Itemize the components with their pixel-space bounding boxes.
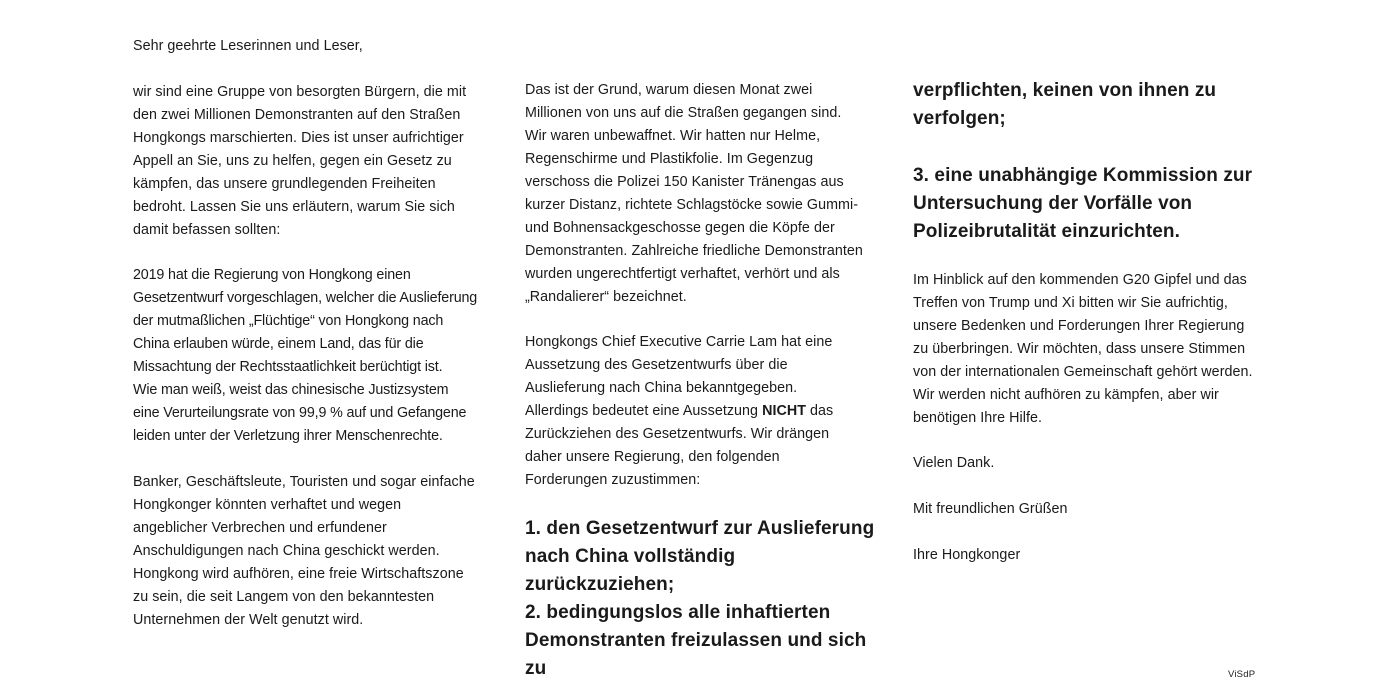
footer-mark: ViSdP: [1228, 669, 1256, 680]
thanks-line: Vielen Dank.: [913, 455, 995, 471]
signature-line: Ihre Hongkonger: [913, 547, 1021, 563]
suspension-emphasis: NICHT: [762, 403, 807, 419]
demand-1: 1. den Gesetzentwurf zur Auslieferung nach China vollständig zurückzuziehen;: [525, 518, 875, 595]
suspension-text-after: das Zurückziehen des Gesetzentwurfs. Wir drängen daher unsere Regierung, den folgenden Forderungen zuzustimmen:: [525, 403, 834, 488]
suspension-text-before: Hongkongs Chief Executive Carrie Lam hat eine Aussetzung des Gesetzentwurfs über die Auslieferung nach China bekanntgegeben. Allerdings bedeutet eine Aussetzung: [525, 334, 833, 419]
suspension-paragraph: [525, 331, 833, 492]
demand-2-start: 2. bedingungslos alle inhaftierten Demonstranten freizulassen und sich zu: [525, 602, 867, 679]
demand-2-end: verpflichten, keinen von ihnen zu verfolgen;: [913, 80, 1217, 129]
closing-line: Mit freundlichen Grüßen: [913, 501, 1068, 517]
demand-3: 3. eine unabhängige Kommission zur Untersuchung der Vorfälle von Polizeibrutalität einzurichten.: [913, 165, 1253, 242]
protest-paragraph: Das ist der Grund, warum diesen Monat zwei Millionen von uns auf die Straßen gegangen sind. Wir waren unbewaffnet. Wir hatten nur Helme, Regenschirme und Plastikfolie. Im Gegenzug verschoss die Polizei 150 Kanister Tränengas aus kurzer Distanz, richtete Schlagstöcke sowie Gummi- und Bohnensackgeschosse gegen die Köpfe der Demonstranten. Zahlreiche friedliche Demonstranten wurden ungerechtfertigt verhaftet, verhört und als „Randalierer“ bezeichnet.: [525, 82, 863, 305]
background-paragraph: 2019 hat die Regierung von Hongkong einen Gesetzentwurf vorgeschlagen, welcher die Auslieferung der mutmaßlichen „Flüchtige“ von Hongkong nach China erlauben würde, einem Land, das für die Missachtung der Rechtsstaatlichkeit berüchtigt ist. Wie man weiß, weist das chinesische Justizsystem eine Verurteilungsrate von 99,9 % auf und Gefangene leiden unter der Verletzung ihrer Menschenrechte.: [133, 267, 478, 444]
appeal-paragraph: Im Hinblick auf den kommenden G20 Gipfel und das Treffen von Trump und Xi bitten wir Sie aufrichtig, unsere Bedenken und Forderungen Ihrer Regierung zu überbringen. Wir möchten, dass unsere Stimmen von der internationalen Gemeinschaft gehört werden. Wir werden nicht aufhören zu kämpfen, aber wir benötigen Ihre Hilfe.: [913, 272, 1253, 426]
intro-paragraph: wir sind eine Gruppe von besorgten Bürgern, die mit den zwei Millionen Demonstranten auf den Straßen Hongkongs marschierten. Dies ist unser aufrichtiger Appell an Sie, uns zu helfen, gegen ein Gesetz zu kämpfen, das unsere grundlegenden Freiheiten bedroht. Lassen Sie uns erläutern, warum Sie sich damit befassen sollten:: [133, 84, 467, 238]
risk-paragraph: Banker, Geschäftsleute, Touristen und sogar einfache Hongkonger könnten verhaftet und wegen angeblicher Verbrechen und erfundener Anschuldigungen nach China geschickt werden. Hongkong wird aufhören, eine freie Wirtschaftszone zu sein, die seit Langem von den bekanntesten Unternehmen der Welt genutzt wird.: [133, 474, 475, 628]
greeting: Sehr geehrte Leserinnen und Leser,: [133, 38, 363, 54]
